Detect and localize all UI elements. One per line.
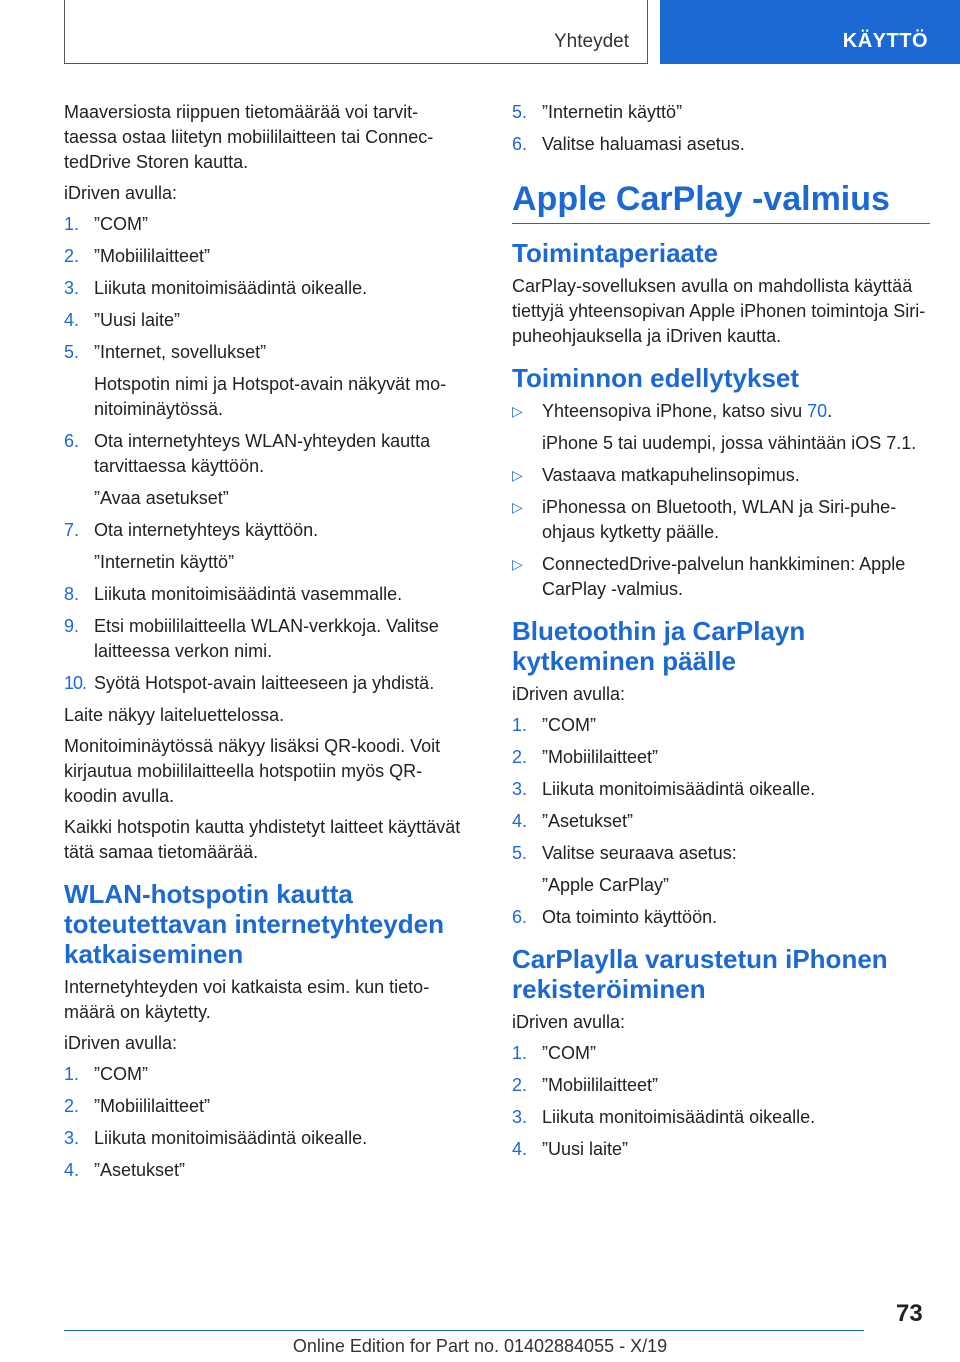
triangle-bullet-icon: ▷ [512,467,523,483]
list-item: 8. Liikuta monitoimisäädintä vasemmalle. [64,584,403,604]
list-item: 6. Ota internetyhteys WLAN-yhteyden kautta tarvittaessa käyttöön. [64,431,431,476]
page-number: 73 [896,1300,923,1327]
list-item: 4. ”Asetukset” [512,811,634,831]
list-item: 2. ”Mobiililaitteet” [512,747,659,767]
list-item: 3. Liikuta monitoimisäädintä oikealle. [512,1107,816,1127]
page-link[interactable]: 70 [807,401,828,421]
list-item-detail: iPhone 5 tai uudempi, jossa vähintään iOS 7.1. [542,433,917,453]
paragraph: iDriven avulla: [64,1033,178,1053]
section-heading: WLAN-hotspotin kautta toteutettavan internetyhteyden katkaiseminen [64,879,444,969]
list-item: 2. ”Mobiililaitteet” [64,246,211,266]
paragraph: Maaversiosta riippuen tietomäärää voi tarvittaessa ostaa liitetyn mobiililaitteen tai ConnectedDrive Storen kautta. [64,102,434,172]
list-item: 10. Syötä Hotspot-avain laitteeseen ja yhdistä. [64,673,435,693]
list-item: 3. Liikuta monitoimisäädintä oikealle. [64,278,368,298]
paragraph: CarPlay-sovelluksen avulla on mahdollista käyttää tiettyjä yhteensopivan Apple iPhonen toimintoja Siri-puheohjauksella ja iDriven kautta. [512,276,926,346]
list-item: ▷ ConnectedDrive-palvelun hankkiminen: Apple CarPlay -valmius. [512,552,930,602]
list-item-detail: ”Internetin käyttö” [94,552,235,572]
list-item: 3. Liikuta monitoimisäädintä oikealle. [512,779,816,799]
chapter-heading: Apple CarPlay -valmius [512,177,930,224]
section-title: Yhteydet [554,31,629,52]
list-item: 2. ”Mobiililaitteet” [512,1075,659,1095]
paragraph: Kaikki hotspotin kautta yhdistetyt laitteet käyttävät tätä samaa tietomäärää. [64,817,461,862]
list-item: 4. ”Asetukset” [64,1160,186,1180]
list-item: 6. Ota toiminto käyttöön. [512,907,718,927]
paragraph: Internetyhteyden voi katkaista esim. kun tietomäärä on käytetty. [64,977,430,1022]
list-item: ▷ iPhonessa on Bluetooth, WLAN ja Siri-puheohjaus kytketty päälle. [512,495,930,545]
left-column [64,100,464,1190]
list-item-detail: ”Apple CarPlay” [542,875,670,895]
step-list [512,713,930,930]
paragraph: Monitoiminäytössä näkyy lisäksi QR-koodi. Voit kirjautua mobiililaitteella hotspotiin myös QR-koodin avulla. [64,736,441,806]
step-list [64,1062,464,1183]
triangle-bullet-icon: ▷ [512,556,523,572]
list-item: 5. Valitse seuraava asetus: [512,843,737,863]
section-heading: Toimintaperiaate [512,238,719,268]
list-item: 7. Ota internetyhteys käyttöön. [64,520,319,540]
list-item-detail: Hotspotin nimi ja Hotspot-avain näkyvät monitoiminäytössä. [94,374,447,419]
triangle-bullet-icon: ▷ [512,499,523,515]
step-list [512,100,930,157]
footer-divider [64,1330,864,1331]
list-item: 1. ”COM” [512,1043,596,1063]
step-list [512,1041,930,1162]
list-item: 1. ”COM” [512,715,596,735]
list-item: ▷ Vastaava matkapuhelinsopimus. [512,463,930,488]
list-item: 6. Valitse haluamasi asetus. [512,134,745,154]
chapter-tab: KÄYTTÖ [660,0,960,64]
list-item: 1. ”COM” [64,1064,148,1084]
list-item: 3. Liikuta monitoimisäädintä oikealle. [64,1128,368,1148]
list-item: ▷ Yhteensopiva iPhone, katso sivu 70. [512,399,930,424]
paragraph: iDriven avulla: [64,183,178,203]
section-heading: CarPlaylla varustetun iPhonen rekisteröiminen [512,944,888,1004]
section-heading: Bluetoothin ja CarPlayn kytkeminen päälle [512,616,806,676]
list-item: 1. ”COM” [64,214,148,234]
list-item-detail: ”Avaa asetukset” [94,488,229,508]
list-item: 4. ”Uusi laite” [512,1139,629,1159]
list-item: 5. ”Internetin käyttö” [512,102,683,122]
bullet-list [512,399,930,602]
right-column [512,100,930,1169]
list-item: 5. ”Internet, sovellukset” [64,342,267,362]
list-item: 9. Etsi mobiililaitteella WLAN-verkkoja. Valitse laitteessa verkon nimi. [64,616,439,661]
paragraph: iDriven avulla: [512,684,626,704]
header-section-box [64,0,648,64]
paragraph: Laite näkyy laiteluettelossa. [64,705,285,725]
step-list [64,212,464,696]
paragraph: iDriven avulla: [512,1012,626,1032]
footer-text: Online Edition for Part no. 01402884055 - X/19 [292,1336,668,1356]
section-heading: Toiminnon edellytykset [512,363,800,393]
list-item: 2. ”Mobiililaitteet” [64,1096,211,1116]
triangle-bullet-icon: ▷ [512,403,523,419]
list-item: 4. ”Uusi laite” [64,310,181,330]
